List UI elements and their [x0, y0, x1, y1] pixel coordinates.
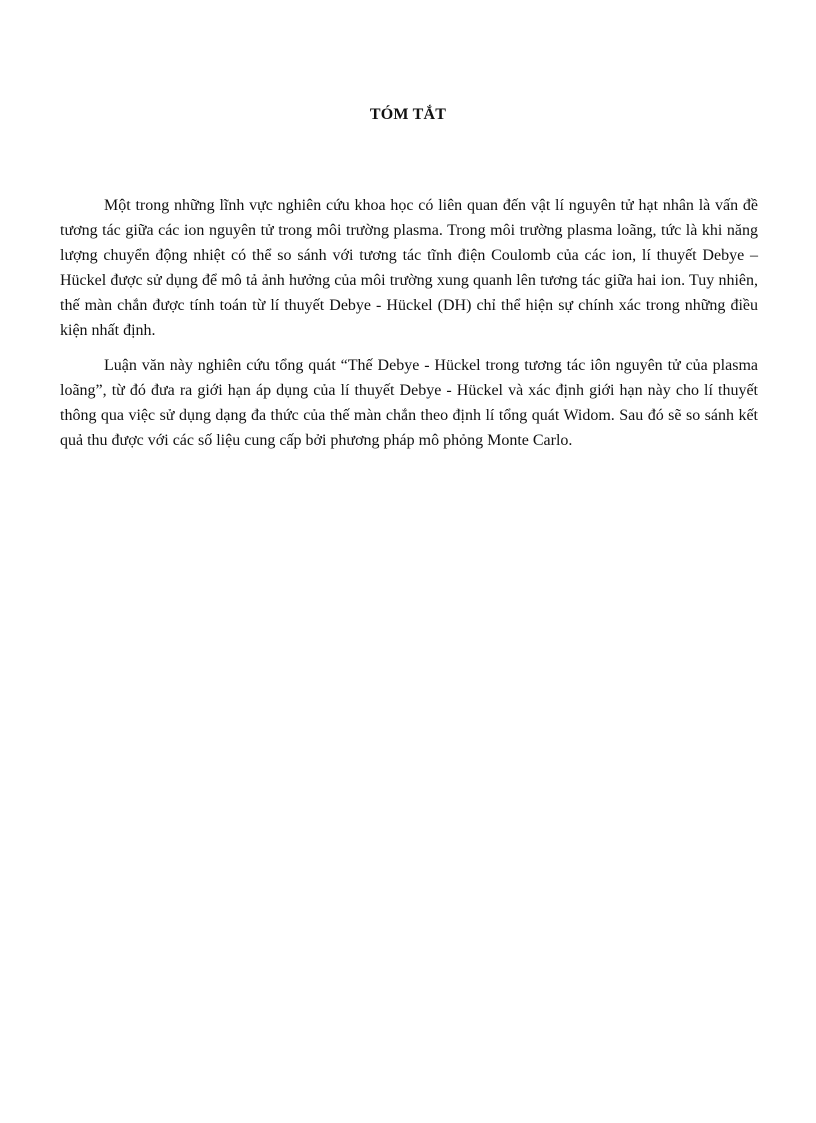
abstract-body — [60, 193, 758, 463]
page-title: TÓM TẮT — [369, 106, 447, 123]
abstract-paragraph-2: Luận văn này nghiên cứu tổng quát “Thế Debye - Hückel trong tương tác iôn nguyên tử của plasma loãng”, từ đó đưa ra giới hạn áp dụng của lí thuyết Debye - Hückel và xác định giới hạn này cho lí thuyết thông qua việc sử dụng dạng đa thức của thế màn chắn theo định lí tổng quát Widom. Sau đó sẽ so sánh kết quả thu được với các số liệu cung cấp bởi phương pháp mô phỏng Monte Carlo. — [60, 357, 758, 449]
abstract-paragraph-1: Một trong những lĩnh vực nghiên cứu khoa học có liên quan đến vật lí nguyên tử hạt nhân là vấn đề tương tác giữa các ion nguyên tử trong môi trường plasma. Trong môi trường plasma loãng, tức là khi năng lượng chuyển động nhiệt có thể so sánh với tương tác tĩnh điện Coulomb của các ion, lí thuyết Debye – Hückel được sử dụng để mô tả ảnh hưởng của môi trường xung quanh lên tương tác giữa hai ion. Tuy nhiên, thế màn chắn được tính toán từ lí thuyết Debye - Hückel (DH) chỉ thể hiện sự chính xác trong những điều kiện nhất định. — [60, 197, 758, 339]
